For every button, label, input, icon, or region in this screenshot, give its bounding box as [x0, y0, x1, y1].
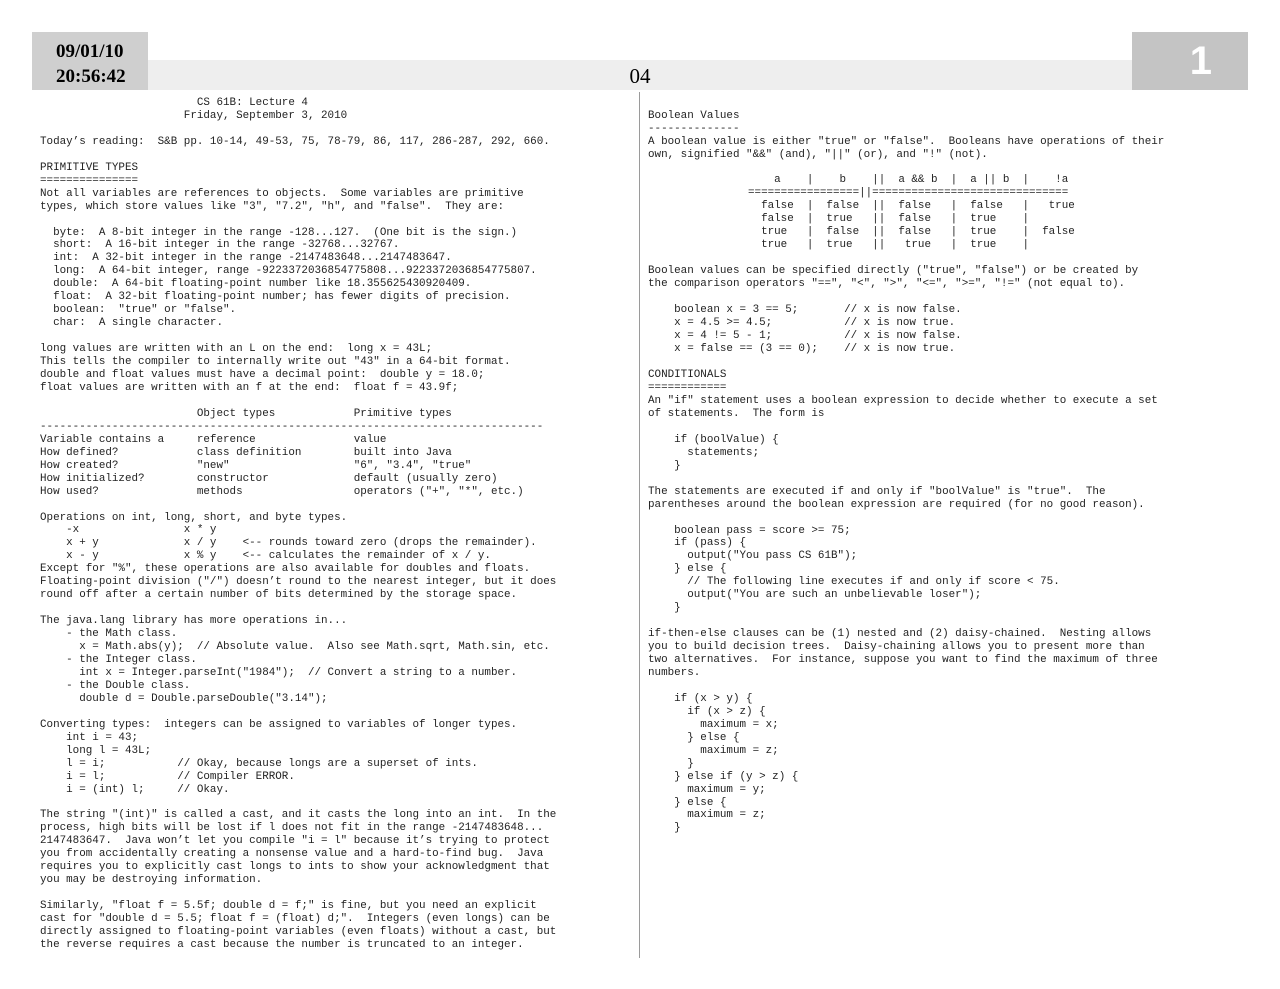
print-time: 20:56:42	[56, 66, 126, 87]
print-date-box	[32, 32, 148, 90]
boolean-truth-table: a | b || a && b | a || b | !a =================||============================== false | false || false | false | true false | true || false | true | true | false || false | true | false true | true || true | true |	[748, 174, 1075, 251]
page-number: 1	[1132, 32, 1248, 90]
column-divider	[639, 92, 640, 958]
right-column-text: Boolean Values -------------- A boolean value is either "true" or "false". Booleans have operations of their own, signified "&&" (and), "||" (or), and "!" (not). Boolean values can be specified directly ("true", "false") or be created by the comparison operators "==", "<", ">", "<=", ">=", "!=" (not equal to). boolean x = 3 == 5; // x is now false. x = 4.5 >= 4.5; // x is now true. x = 4 != 5 - 1; // x is now false. x = false == (3 == 0); // x is now true. CONDITIONALS ============ An "if" statement uses a boolean expression to decide whether to execute a set of statements. The form is if (boolValue) { statements; } The statements are executed if and only if "boolValue" is "true". The parentheses around the boolean expression are required (for no good reason). boolean pass = score >= 75; if (pass) { output("You pass CS 61B"); } else { // The following line executes if and only if score < 75. output("You are such an unbelievable loser"); } if-then-else clauses can be (1) nested and (2) daisy-chained. Nesting allows you to build decision trees. Daisy-chaining allows you to present more than two alternatives. For instance, suppose you want to find the maximum of three numbers. if (x > y) { if (x > z) { maximum = x; } else { maximum = z; } } else if (y > z) { maximum = y; } else { maximum = z; }	[648, 110, 1165, 835]
file-title: 04	[629, 64, 651, 88]
print-date: 09/01/10	[56, 41, 124, 62]
left-column-text: CS 61B: Lecture 4 Friday, September 3, 2010 Today’s reading: S&B pp. 10-14, 49-53, 75, 78-79, 86, 117, 286-287, 292, 660. PRIMITIVE TYPES =============== Not all variables are references to objects. Some variables are primitive types, which store values like "3", "7.2", "h", and "false". They are: byte: A 8-bit integer in the range -128...127. (One bit is the sign.) short: A 16-bit integer in the range -32768...32767. int: A 32-bit integer in the range -2147483648...2147483647. long: A 64-bit integer, range -9223372036854775808...9223372036854775807. double: A 64-bit floating-point number like 18.355625430920409. float: A 32-bit floating-point number; has fewer digits of precision. boolean: "true" or "false". char: A single character. long values are written with an L on the end: long x = 43L; This tells the compiler to internally write out "43" in a 64-bit format. double and float values must have a decimal point: double y = 18.0; float values are written with an f at the end: float f = 43.9f; Object types Primitive types ----------------------------------------------------------------------------- Variable contains a reference value How defined? class definition built into Java How created? "new" "6", "3.4", "true" How initialized? constructor default (usually zero) How used? methods operators ("+", "*", etc.) Operations on int, long, short, and byte types. -x x * y x + y x / y <-- rounds toward zero (drops the remainder). x - y x % y <-- calculates the remainder of x / y. Except for "%", these operations are also available for doubles and floats. Floating-point division ("/") doesn’t round to the nearest integer, but it does round off after a certain number of bits determined by the storage space. The java.lang library has more operations in... - the Math class. x = Math.abs(y); // Absolute value. Also see Math.sqrt, Math.sin, etc. - the Integer class. int x = Integer.parseInt("1984"); // Convert a string to a number. - the Double class. double d = Double.parseDouble("3.14"); Converting types: integers can be assigned to variables of longer types. int i = 43; long l = 43L; l = i; // Okay, because longs are a superset of ints. i = l; // Compiler ERROR. i = (int) l; // Okay. The string "(int)" is called a cast, and it casts the long into an int. In the process, high bits will be lost if l does not fit in the range -2147483648... 2147483647. Java won’t let you compile "i = l" because it’s trying to protect you from accidentally creating a nonsense value and a hard-to-find bug. Java requires you to explicitly cast longs to ints to show your acknowledgment that you may be destroying information. Similarly, "float f = 5.5f; double d = f;" is fine, but you need an explicit cast for "double d = 5.5; float f = (float) d;". Integers (even longs) can be directly assigned to floating-point variables (even floats) without a cast, but the reverse requires a cast because the number is truncated to an integer.	[40, 97, 557, 951]
